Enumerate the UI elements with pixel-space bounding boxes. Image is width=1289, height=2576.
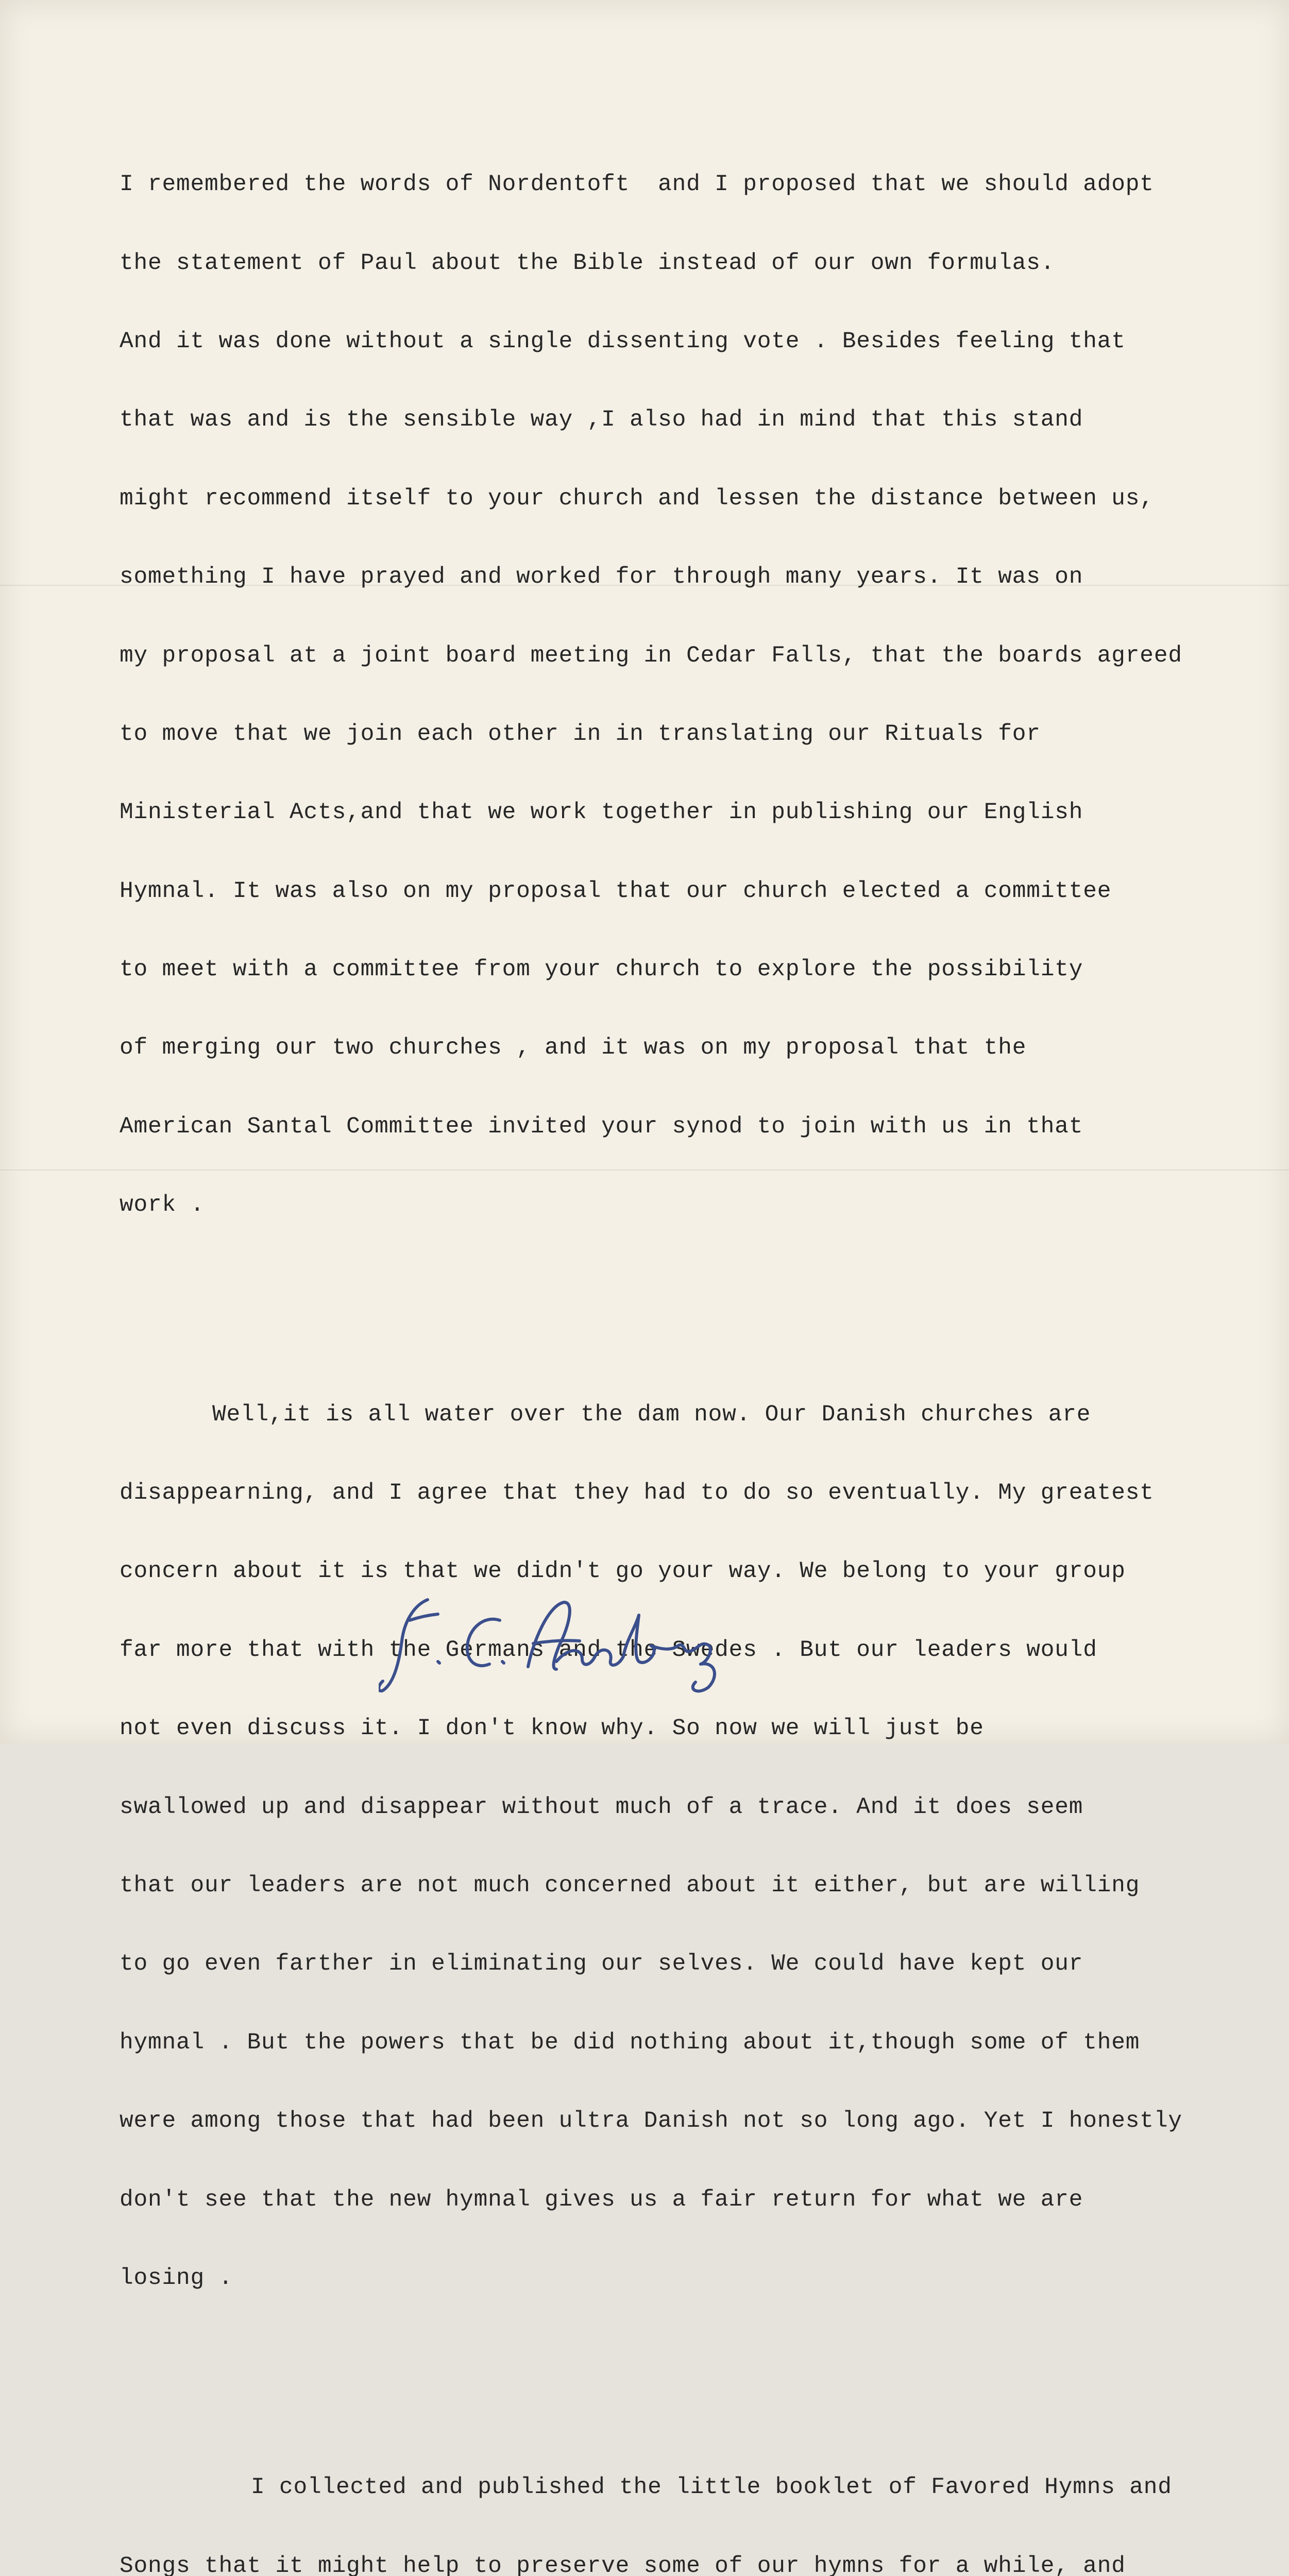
text-line: hymnal . But the powers that be did nothing about it,though some of them [120,2029,1140,2056]
text-line: my proposal at a joint board meeting in Cedar Falls, that the boards agreed [120,642,1182,669]
text-line: that was and is the sensible way ,I also had in mind that this stand [120,407,1083,433]
text-line: I remembered the words of Nordentoft and I proposed that we should adopt [120,172,1154,198]
text-line: American Santal Committee invited your synod to join with us in that [120,1113,1083,1140]
paragraph [120,2422,1279,2576]
text-line: disappearning, and I agree that they had to do so eventually. My greatest [120,1480,1154,1506]
text-line: And it was done without a single dissenting vote . Besides feeling that [120,328,1126,354]
text-line: work . [120,1192,205,1218]
paragraph [120,120,1279,1271]
text-line: to meet with a committee from your church to explore the possibility [120,957,1083,983]
text-line: something I have prayed and worked for through many years. It was on [120,564,1083,590]
text-line: I collected and published the little booklet of Favored Hymns and [251,2475,1172,2501]
text-line: losing . [120,2265,233,2291]
paragraph [120,1349,1279,2344]
letter-body [120,67,1279,2576]
text-line: concern about it is that we didn't go your way. We belong to your group [120,1558,1126,1585]
handwritten-signature [379,1584,760,1698]
text-line: to go even farther in eliminating our selves. We could have kept our [120,1951,1083,1977]
text-line: might recommend itself to your church and lessen the distance between us, [120,485,1154,512]
text-line: of merging our two churches , and it was on my proposal that the [120,1035,1027,1061]
text-line: Well,it is all water over the dam now. Our Danish churches are [212,1401,1091,1428]
text-line: to move that we join each other in in translating our Rituals for [120,721,1041,747]
text-line: don't see that the new hymnal gives us a fair return for what we are [120,2187,1083,2213]
text-line: Hymnal. It was also on my proposal that our church elected a committee [120,878,1112,904]
text-line: that our leaders are not much concerned about it either, but are willing [120,1872,1140,1899]
text-line: Ministerial Acts,and that we work together in publishing our English [120,800,1083,826]
text-line: Songs that it might help to preserve some of our hymns for a while, and [120,2553,1126,2576]
text-line: were among those that had been ultra Danish not so long ago. Yet I honestly [120,2108,1182,2134]
text-line: swallowed up and disappear without much of a trace. And it does seem [120,1794,1083,1820]
text-line: not even discuss it. I don't know why. So now we will just be [120,1716,984,1742]
text-line: far more that with the Germans and the Swedes . But our leaders would [120,1637,1097,1663]
text-line: the statement of Paul about the Bible instead of our own formulas. [120,250,1055,276]
